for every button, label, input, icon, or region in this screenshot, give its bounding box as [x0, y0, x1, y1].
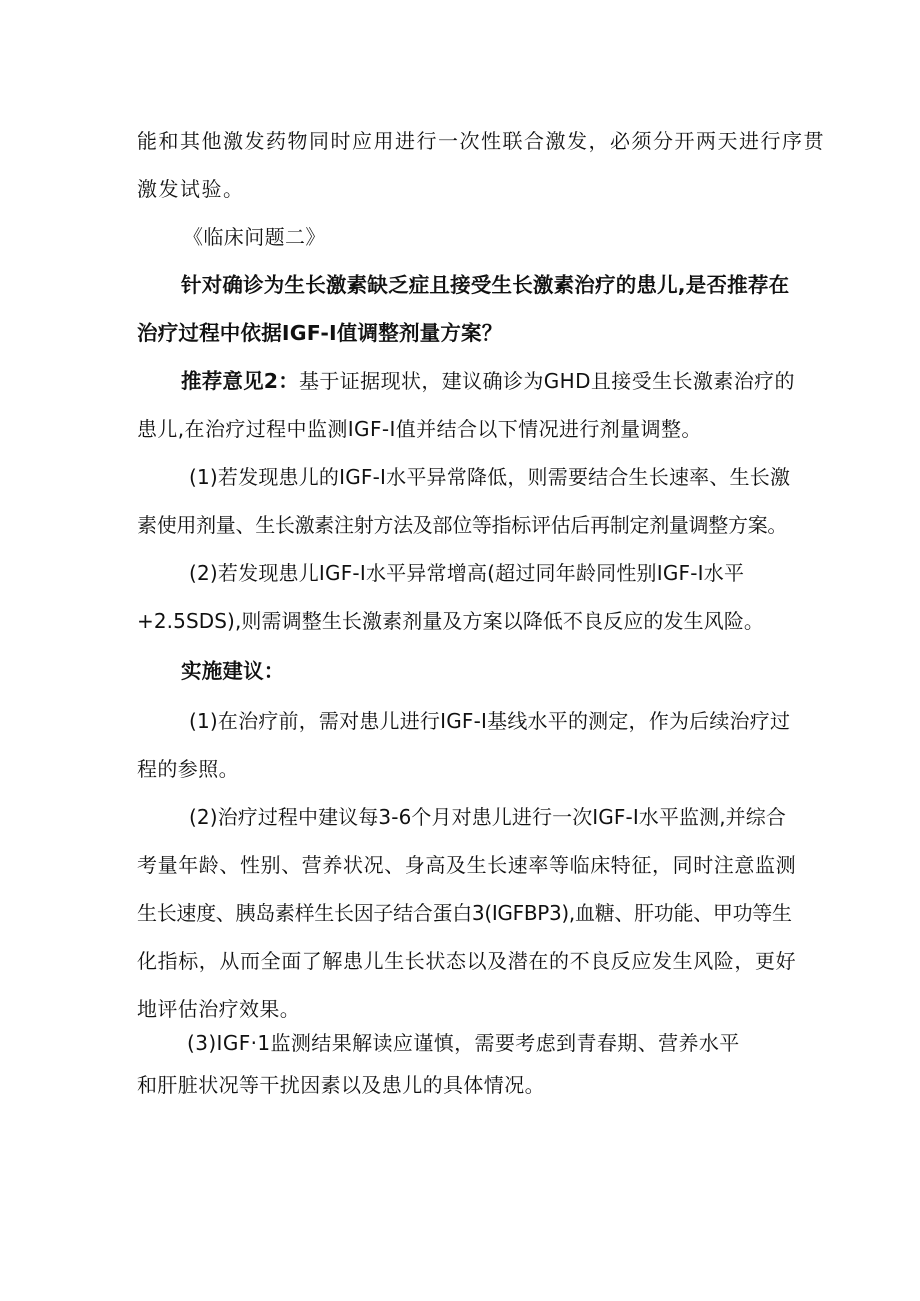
impl-item2-line-1: (2)治疗过程中建议每3-6个月对患儿进行一次IGF-I水平监测,并综合: [189, 805, 786, 829]
recommendation-text: 基于证据现状，建议确诊为GHD且接受生长激素治疗的: [298, 369, 795, 393]
rec-item1-line-1: (1)若发现患儿的IGF-I水平异常降低，则需要结合生长速率、生长激: [189, 465, 791, 489]
recommendation-line-1: [181, 368, 795, 394]
impl-item1-line-2: 程的参照。: [137, 757, 239, 781]
question-line-1: 针对确诊为生长激素缺乏症且接受生长激素治疗的患儿,是否推荐在: [181, 273, 790, 297]
question-line-2: 治疗过程中依据IGF-I值调整剂量方案？: [137, 321, 503, 345]
impl-item2-line-3: 生长速度、胰岛素样生长因子结合蛋白3(IGFBP3),血糖、肝功能、甲功等生: [137, 901, 792, 925]
implementation-title: 实施建议：: [181, 659, 285, 683]
impl-item2-line-2: 考量年龄、性别、营养状况、身高及生长速率等临床特征，同时注意监测: [137, 853, 797, 877]
impl-item1-line-1: (1)在治疗前，需对患儿进行IGF-I基线水平的测定，作为后续治疗过: [189, 709, 791, 733]
impl-item2-line-4: 化指标，从而全面了解患儿生长状态以及潜在的不良反应发生风险，更好: [137, 949, 797, 973]
intro-line-1: 能和其他激发药物同时应用进行一次性联合激发，必须分开两天进行序贯: [137, 129, 825, 153]
rec-item2-line-2: +2.5SDS),则需调整生长激素剂量及方案以降低不良反应的发生风险。: [137, 609, 765, 633]
rec-item1-line-2: 素使用剂量、生长激素注射方法及部位等指标评估后再制定剂量调整方案。: [137, 513, 788, 537]
intro-line-2: 激发试验。: [137, 177, 245, 201]
recommendation-line-2: 患儿,在治疗过程中监测IGF-I值并结合以下情况进行剂量调整。: [137, 417, 702, 441]
impl-item2-line-5: 地评估治疗效果。: [137, 997, 301, 1021]
impl-item3-line-2: 和肝脏状况等干扰因素以及患儿的具体情况。: [137, 1073, 545, 1097]
impl-item3-line-1: (3)IGF·1监测结果解读应谨慎，需要考虑到青春期、营养水平: [187, 1031, 740, 1055]
recommendation-label: 推荐意见2：: [181, 369, 299, 393]
section-title: 《临床问题二》: [183, 225, 326, 249]
rec-item2-line-1: (2)若发现患儿IGF-I水平异常增高(超过同年龄同性别IGF-I水平: [189, 561, 745, 585]
